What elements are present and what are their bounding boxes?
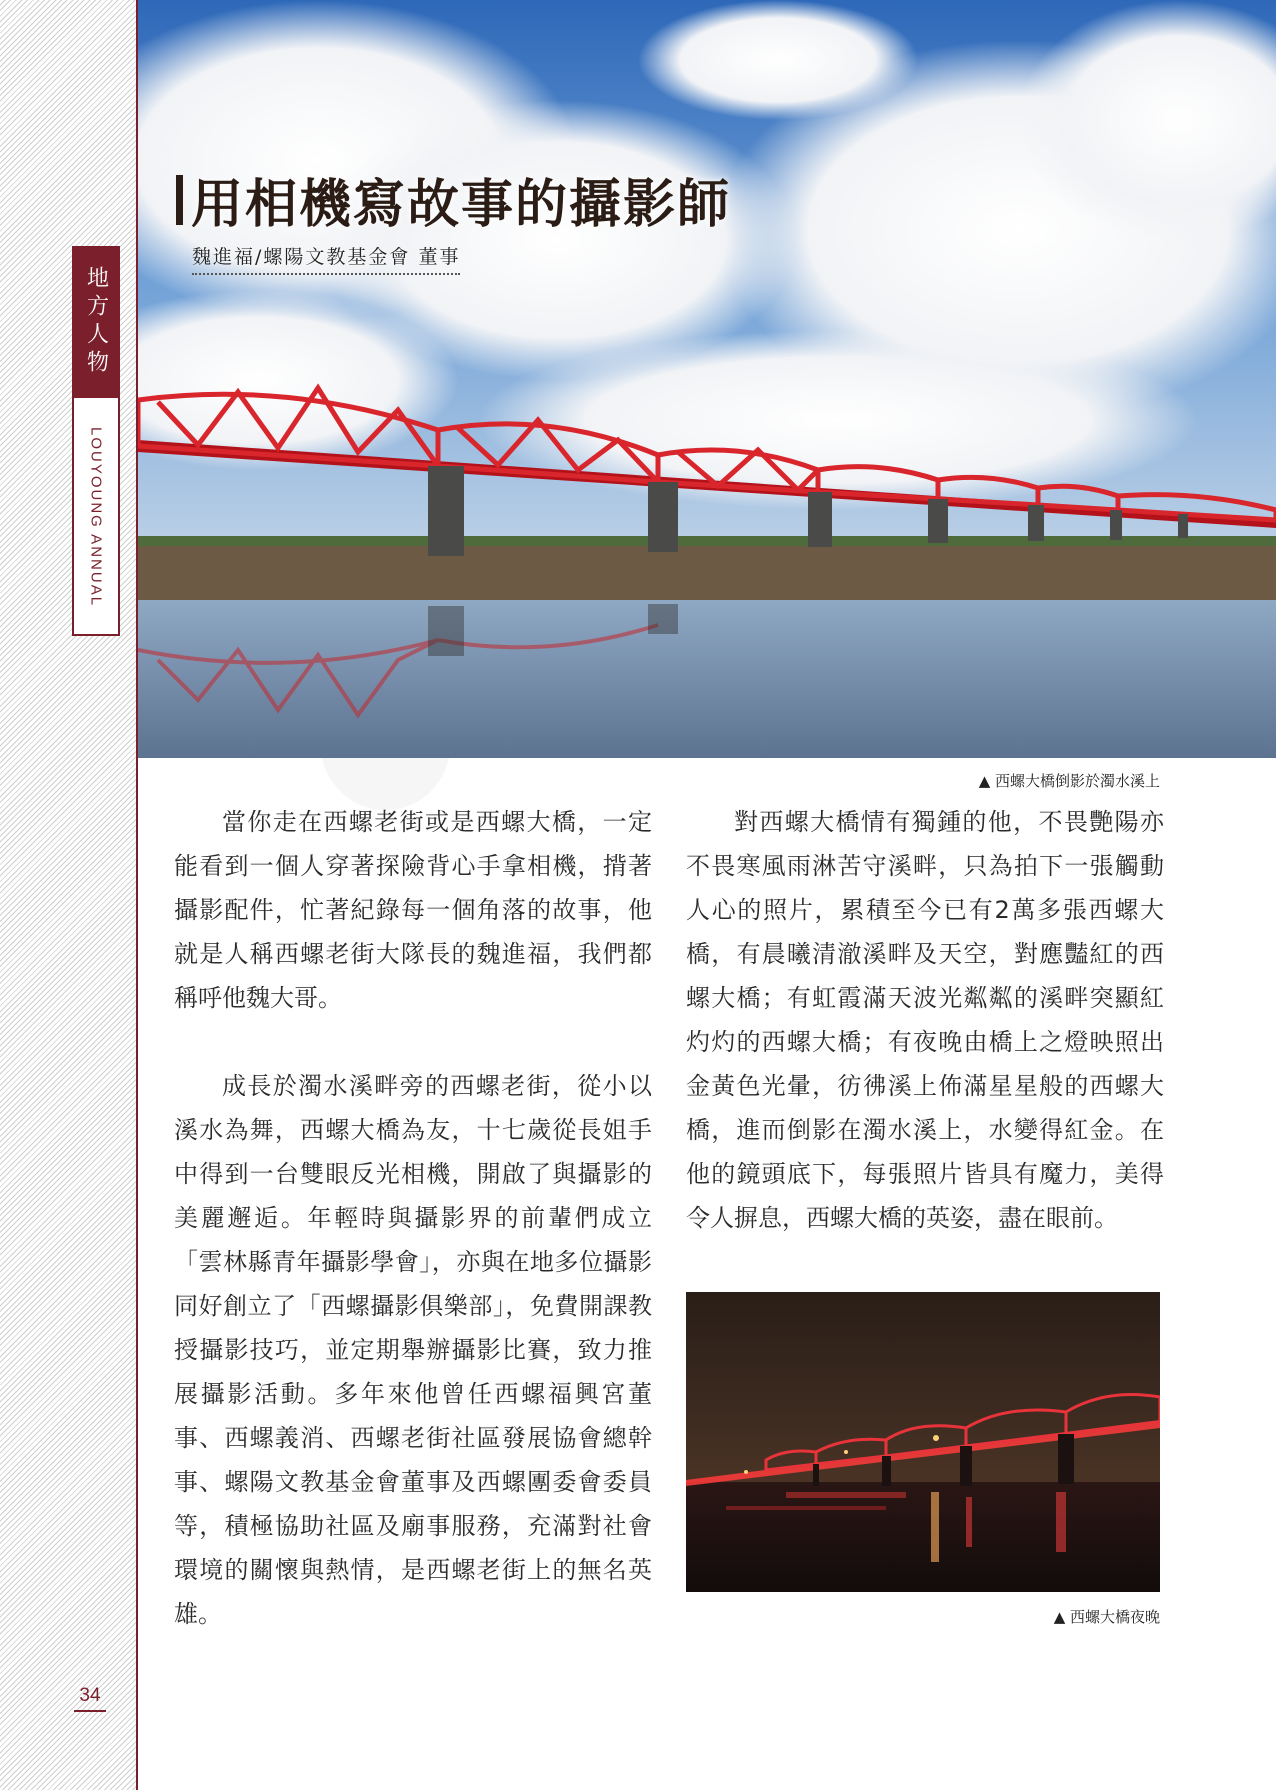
paragraph: 成長於濁水溪畔旁的西螺老街，從小以溪水為舞，西螺大橋為友，十七歲從長姐手中得到一台雙眼反光相機，開啟了與攝影的美麗邂逅。年輕時與攝影界的前輩們成立「雲林縣青年攝影學會」，亦與在地多位攝影同好創立了「西螺攝影俱樂部」，免費開課教授攝影技巧，並定期舉辦攝影比賽，致力推展攝影活動。多年來他曾任西螺福興宮董事、西螺義消、西螺老街社區發展協會總幹事、螺陽文教基金會董事及西螺團委會委員等，積極協助社區及廟事服務，充滿對社會環境的關懷與熱情，是西螺老街上的無名英雄。 [174, 1072, 652, 1628]
night-bridge-illustration [686, 1292, 1160, 1592]
section-tab-english: LOUYOUNG ANNUAL [87, 426, 105, 608]
right-column [686, 800, 1164, 1240]
paragraph: 對西螺大橋情有獨鍾的他，不畏艷陽亦不畏寒風雨淋苦守溪畔，只為拍下一張觸動人心的照片，累積至今已有2萬多張西螺大橋，有晨曦清澈溪畔及天空，對應豔紅的西螺大橋；有虹霞滿天波光粼粼的溪畔突顯紅灼灼的西螺大橋；有夜晚由橋上之燈映照出金黃色光暈，彷彿溪上佈滿星星般的西螺大橋，進而倒影在濁水溪上，水變得紅金。在他的鏡頭底下，每張照片皆具有魔力，美得令人摒息，西螺大橋的英姿，盡在眼前。 [686, 808, 1164, 1232]
hero-caption: ▲ 西螺大橋倒影於濁水溪上 [978, 772, 1160, 790]
left-column [174, 800, 652, 1636]
paragraph: 當你走在西螺老街或是西螺大橋，一定能看到一個人穿著探險背心手拿相機，揹著攝影配件，忙著紀錄每一個角落的故事，他就是人稱西螺老街大隊長的魏進福，我們都稱呼他魏大哥。 [174, 808, 652, 1012]
article-byline: 魏進福/螺陽文教基金會 董事 [192, 242, 460, 275]
night-photo [686, 1292, 1160, 1592]
night-caption: ▲ 西螺大橋夜晚 [1053, 1608, 1160, 1626]
page-number: 34 [74, 1682, 106, 1712]
title-bar [176, 175, 183, 225]
article-title [176, 162, 731, 237]
section-tab [72, 246, 120, 636]
bridge-photo-illustration [138, 0, 1276, 758]
section-tab-chinese: 地方人物 [72, 246, 120, 398]
hero-photo [138, 0, 1276, 758]
article-title-text: 用相機寫故事的攝影師 [191, 174, 732, 235]
